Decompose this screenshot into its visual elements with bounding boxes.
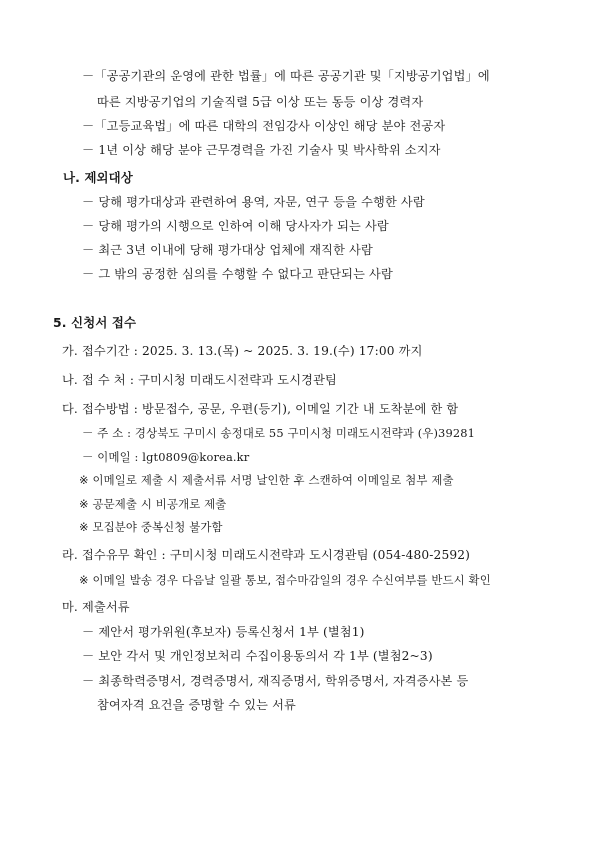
exclusion-item-2: － 당해 평가의 시행으로 인하여 이해 당사자가 되는 사람 — [82, 219, 389, 233]
reception-address: － 주 소 : 경상북도 구미시 송정대로 55 구미시청 미래도시전략과 (우)39281 — [82, 426, 476, 440]
section5-heading: 5. 신청서 접수 — [53, 315, 137, 330]
exclusion-heading: 나. 제외대상 — [63, 170, 133, 185]
document-item-2: － 보안 각서 및 개인정보처리 수집이용동의서 각 1부 (별첨2~3) — [82, 649, 433, 663]
confirm-note: ※ 이메일 발송 경우 다음날 일괄 통보, 접수마감일의 경우 수신여부를 반드시 확인 — [79, 573, 491, 587]
qualification-line-1: －「공공기관의 운영에 관한 법률」에 따른 공공기관 및「지방공기업법」에 — [82, 69, 490, 83]
qualification-line-4: － 1년 이상 해당 분야 근무경력을 가진 기술사 및 박사학위 소지자 — [82, 143, 441, 157]
document-item-3-cont: 참여자격 요건을 증명할 수 있는 서류 — [97, 698, 296, 712]
reception-method: 다. 접수방법 : 방문접수, 공문, 우편(등기), 이메일 기간 내 도착분에 한 함 — [62, 402, 459, 416]
note-official-document: ※ 공문제출 시 비공개로 제출 — [79, 497, 227, 511]
note-email-submission: ※ 이메일로 제출 시 제출서류 서명 날인한 후 스캔하여 이메일로 첨부 제출 — [79, 473, 454, 487]
documents-heading: 마. 제출서류 — [62, 600, 130, 614]
exclusion-item-4: － 그 밖의 공정한 심의를 수행할 수 없다고 판단되는 사람 — [82, 267, 393, 281]
reception-confirm: 라. 접수유무 확인 : 구미시청 미래도시전략과 도시경관팀 (054-480-2592) — [62, 548, 471, 562]
reception-email: － 이메일 : lgt0809@korea.kr — [82, 450, 250, 464]
qualification-line-2: 따른 지방공기업의 기술직렬 5급 이상 또는 동등 이상 경력자 — [97, 95, 424, 109]
qualification-line-3: －「고등교육법」에 따른 대학의 전임강사 이상인 해당 분야 전공자 — [82, 119, 446, 133]
exclusion-item-3: － 최근 3년 이내에 당해 평가대상 업체에 재직한 사람 — [82, 243, 373, 257]
exclusion-item-1: － 당해 평가대상과 관련하여 용역, 자문, 연구 등을 수행한 사람 — [82, 195, 425, 209]
reception-office: 나. 접 수 처 : 구미시청 미래도시전략과 도시경관팀 — [62, 373, 337, 387]
document-item-1: － 제안서 평가위원(후보자) 등록신청서 1부 (별첨1) — [82, 625, 365, 639]
note-no-duplicate: ※ 모집분야 중복신청 불가함 — [79, 520, 223, 534]
reception-period: 가. 접수기간 : 2025. 3. 13.(목) ~ 2025. 3. 19.(수) 17:00 까지 — [62, 344, 423, 358]
document-item-3: － 최종학력증명서, 경력증명서, 재직증명서, 학위증명서, 자격증사본 등 — [82, 674, 469, 688]
